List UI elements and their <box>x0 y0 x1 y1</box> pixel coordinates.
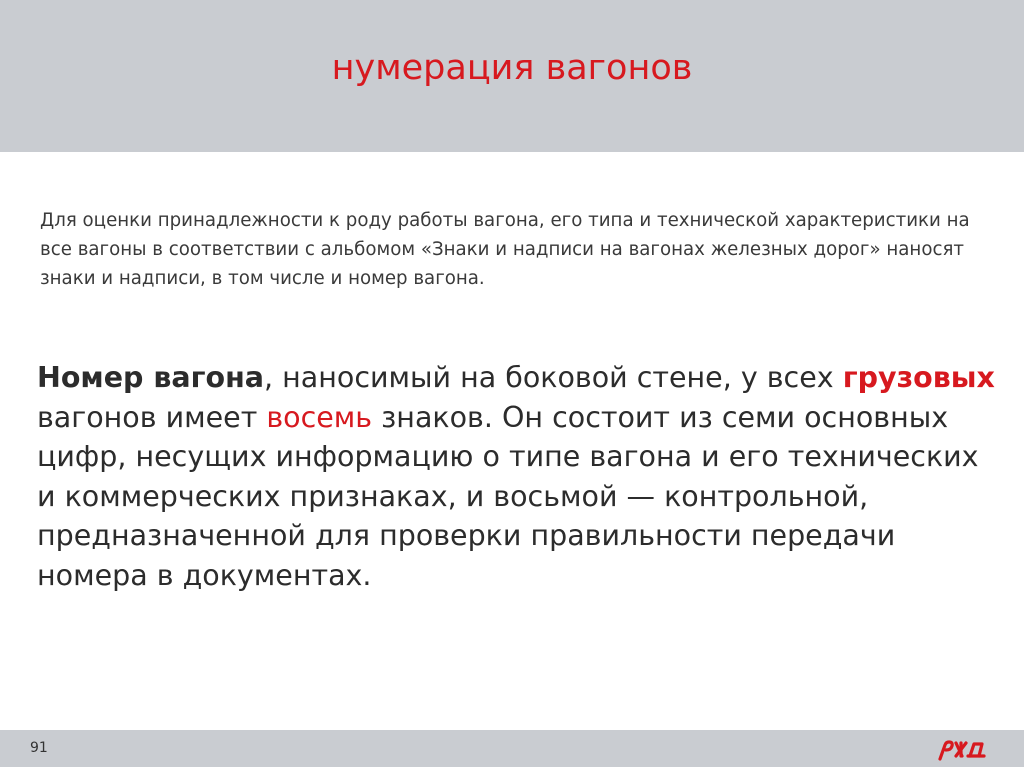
main-text-part-2: вагонов имеет <box>37 400 267 434</box>
main-paragraph <box>37 358 997 595</box>
term-car-number: Номер вагона <box>37 361 265 394</box>
main-text-part-1: , наносимый на боковой стене, у всех <box>264 361 843 394</box>
page-number: 91 <box>30 740 48 756</box>
main-text-part-3: знаков. Он состоит из семи основных цифр, несущих информацию о типе вагона и его технических и коммерческих признаках, и восьмой — контрольной, предназначенной для проверки правильности передачи номера в документах. <box>37 400 979 592</box>
highlight-freight: грузовых <box>842 361 995 394</box>
intro-paragraph: Для оценки принадлежности к роду работы вагона, его типа и технической характеристики на все вагоны в соответствии с альбомом «Знаки и надписи на вагонах железных дорог» наносят знаки и надписи, в том числе и номер вагона. <box>40 210 970 289</box>
footer-band <box>0 730 1024 767</box>
slide-title: нумерация вагонов <box>331 48 693 88</box>
header-band <box>0 0 1024 152</box>
highlight-eight: восемь <box>266 400 373 434</box>
rzd-logo-icon <box>936 737 990 761</box>
